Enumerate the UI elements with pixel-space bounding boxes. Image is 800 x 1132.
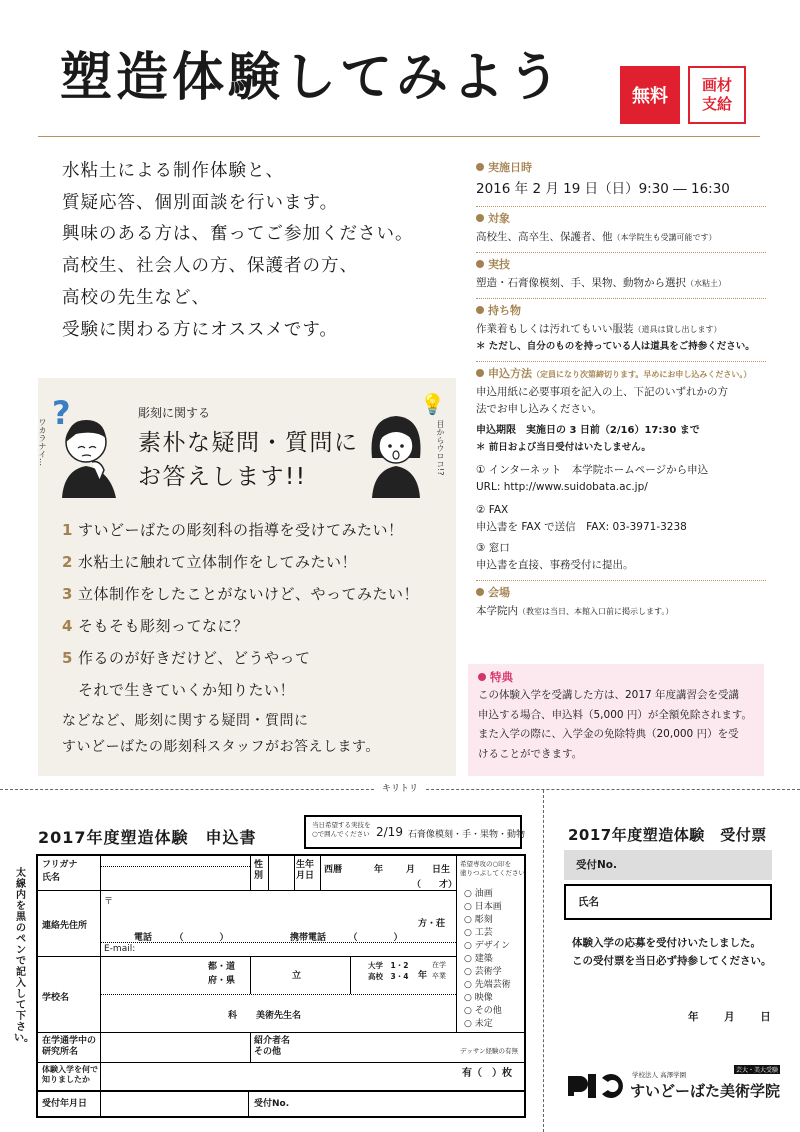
mobile-label: 携帯電話 （ ） xyxy=(290,933,403,943)
major-option[interactable]: ○ 工芸 xyxy=(464,928,493,938)
month-label: 月 xyxy=(406,865,416,875)
target-value: 高校生、高卒生、保護者、他（本学院生も受講可能です） xyxy=(476,231,717,243)
dessin-value[interactable]: 有（ ）枚 xyxy=(462,1068,512,1079)
grid-line xyxy=(38,1090,526,1092)
date-heading: 実施日時 xyxy=(476,160,766,176)
receipt-no-label: 受付No. xyxy=(254,1099,290,1109)
ticket-number-field[interactable]: 受付No. xyxy=(564,850,772,880)
method-fax: ② FAX xyxy=(476,504,509,516)
materials-badge-line2: 支給 xyxy=(701,95,732,113)
intro-line: 質疑応答、個別面談を行います。 xyxy=(62,192,339,213)
house-label: 方・荘 xyxy=(418,919,446,929)
address-label: 連絡先住所 xyxy=(42,921,88,931)
major-option[interactable]: ○ 先端芸術 xyxy=(464,980,511,990)
intro-line: 高校生、社会人の方、保護者の方、 xyxy=(62,256,358,277)
materials-badge-line1: 画材 xyxy=(701,75,732,94)
method-counter-value: 申込書を直接、事務受付に提出。 xyxy=(476,559,634,571)
intro-line: 受験に関わる方にオススメです。 xyxy=(62,319,338,340)
major-heading: 希望専攻の○印を 塗りつぶしてください xyxy=(460,860,525,877)
apply-heading: 申込方法（定員になり次第締切ります。早めにお申し込みください。） xyxy=(476,366,766,382)
perk-heading: 特典 xyxy=(468,664,764,685)
list-item: 2 水粘土に触れて立体制作をしてみたい！ xyxy=(62,553,358,571)
page-title: 塑造体験してみよう xyxy=(60,48,565,108)
worried-person-illustration xyxy=(56,408,128,498)
ticket-message: 体験入学の応募を受付けいたしました。 この受付票を当日必ず持参してください。 xyxy=(572,937,772,967)
lightbulb-icon: 💡 xyxy=(420,392,445,416)
major-option[interactable]: ○ その他 xyxy=(464,1006,502,1016)
skill-value: 塑造・石膏像模刻、手、果物、動物から選択（水粘土） xyxy=(476,277,726,289)
cut-label: キリトリ xyxy=(374,781,426,794)
date-value: 2016 年 2 月 19 日（日）9:30 ― 16:30 xyxy=(476,181,730,197)
grid-line xyxy=(100,856,101,1090)
postal-mark: 〒 xyxy=(104,897,114,907)
grid-line xyxy=(250,956,251,994)
introducer-label: 紹介者名 その他 xyxy=(254,1036,291,1057)
skill-choice-note: 当日希望する実技を ○で囲んでください xyxy=(312,821,371,838)
receipt-date-label: 受付年月日 xyxy=(42,1099,88,1109)
divider xyxy=(476,252,766,254)
ticket-name-field[interactable]: 氏名 xyxy=(564,884,772,920)
grid-line xyxy=(38,1062,526,1063)
school-label: 学校名 xyxy=(42,993,70,1003)
grid-line xyxy=(248,1090,249,1118)
list-item: 5 作るのが好きだけど、どうやって xyxy=(62,649,311,667)
perk-line: また入学の際に、入学金の免除特典（20,000 円）を受 xyxy=(478,728,739,740)
intro-line: 興味のある方は、奮ってご参加ください。 xyxy=(62,224,414,245)
bullet-icon xyxy=(476,369,484,377)
venue-value: 本学院内（教室は当日、本館入口前に掲示します。） xyxy=(476,605,674,617)
bullet-icon xyxy=(476,163,484,171)
divider xyxy=(476,580,766,582)
grid-line xyxy=(456,1032,526,1033)
list-item-continued: それで生きていくか知りたい！ xyxy=(78,681,296,699)
name-field[interactable] xyxy=(102,868,248,888)
skill-choice-date: 2/19 xyxy=(376,825,403,839)
logo-corp-name: 学校法人 高澤学園 xyxy=(632,1071,687,1079)
qa-heading-2: お答えします!! xyxy=(138,464,307,490)
question-mark-icon: ? xyxy=(52,394,71,432)
skill-choice-options[interactable]: 石膏像模刻・手・果物・動物 xyxy=(408,830,526,840)
qa-heading-1: 素朴な疑問・質問に xyxy=(138,430,359,456)
phone-label: 電話 （ ） xyxy=(134,933,229,943)
skill-choice-box[interactable] xyxy=(304,815,526,849)
intro-text xyxy=(62,156,462,346)
items-heading: 持ち物 xyxy=(476,303,766,319)
qa-caption: 彫刻に関する xyxy=(138,406,211,420)
method-url[interactable]: URL: http://www.suidobata.ac.jp/ xyxy=(476,481,648,493)
logo-mark-icon xyxy=(566,1068,628,1102)
materials-badge xyxy=(688,66,746,124)
age-label: （ 才） xyxy=(412,880,458,890)
grid-line xyxy=(320,856,321,890)
perk-line: けることができます。 xyxy=(478,747,583,760)
teacher-label: 美術先生名 xyxy=(256,1011,302,1021)
grid-line xyxy=(294,856,295,890)
event-info xyxy=(476,160,766,620)
form-side-note: 太線内を黒のペンで記入して下さい。 xyxy=(14,868,34,1044)
prefecture-label: 都・道 府・県 xyxy=(208,962,236,986)
bullet-icon xyxy=(476,306,484,314)
target-heading: 対象 xyxy=(476,211,766,227)
nen-label: 年 xyxy=(418,971,428,981)
major-option[interactable]: ○ 彫刻 xyxy=(464,915,493,925)
major-option[interactable]: ○ 日本画 xyxy=(464,902,502,912)
major-option[interactable]: ○ 芸術学 xyxy=(464,967,502,977)
bullet-icon xyxy=(476,588,484,596)
vertical-cut-line xyxy=(543,790,544,1132)
logo-tagline: 芸大・美大受験 xyxy=(736,1067,779,1074)
major-option[interactable]: ○ 油画 xyxy=(464,889,493,899)
list-item: 1 すいどーばたの彫刻科の指導を受けてみたい！ xyxy=(62,521,404,539)
email-label: E-mail: xyxy=(104,944,136,954)
method-counter: ③ 窓口 xyxy=(476,542,510,554)
sex-label: 性 別 xyxy=(254,860,264,881)
ticket-date: 年 月 日 xyxy=(688,1011,771,1023)
form-title: 2017年度塑造体験 申込書 xyxy=(38,828,257,847)
grid-line xyxy=(250,856,251,890)
grid-line xyxy=(268,856,269,890)
grid-line xyxy=(250,1032,251,1062)
intro-line: 水粘土による制作体験と、 xyxy=(62,161,284,181)
header-divider xyxy=(38,136,760,137)
skill-heading: 実技 xyxy=(476,257,766,273)
bullet-icon xyxy=(476,214,484,222)
apply-text: 申込用紙に必要事項を記入の上、下記のいずれかの方 xyxy=(476,386,728,398)
method-internet: ① インターネット 本学院ホームページから申込 xyxy=(476,464,709,476)
major-option[interactable]: ○ デザイン xyxy=(464,941,511,951)
day-label: 日生 xyxy=(432,865,451,875)
birth-label: 生年 月日 xyxy=(296,860,315,881)
school-logo xyxy=(566,1064,781,1104)
grade-label: 大学 1・2 高校 3・4 xyxy=(368,961,409,981)
venue-heading: 会場 xyxy=(476,585,766,601)
major-option[interactable]: ○ 映像 xyxy=(464,993,493,1003)
right-aside: 目からウロコ!? xyxy=(436,420,445,476)
qa-closing: などなど、彫刻に関する疑問・質問に すいどーばたの彫刻科スタッフがお答えします。 xyxy=(62,713,380,755)
year-label: 年 xyxy=(374,865,384,875)
perk-line: 申込する場合、申込料（5,000 円）が全額免除されます。 xyxy=(478,708,753,721)
application-form xyxy=(36,854,526,1118)
department-label: 科 xyxy=(228,1011,238,1021)
bullet-icon xyxy=(478,673,486,681)
free-badge: 無料 xyxy=(620,66,680,124)
items-note: ＊ ただし、自分のものを持っている人は道具をご持参ください。 xyxy=(476,341,755,352)
name-label: 氏名 xyxy=(42,873,61,883)
ticket-title: 2017年度塑造体験 受付票 xyxy=(568,826,767,844)
list-item: 4 そもそも彫刻ってなに？ xyxy=(62,617,249,635)
surprised-person-illustration xyxy=(364,408,428,498)
perk-line: この体験入学を受講した方は、2017 年度講習会を受講 xyxy=(478,689,740,701)
items-value: 作業着もしくは汚れてもいい服装（道具は貸し出します） xyxy=(476,323,722,335)
bullet-icon xyxy=(476,260,484,268)
reason-list xyxy=(62,514,452,706)
furigana-label: フリガナ xyxy=(42,860,78,870)
deadline: 申込期限 実施日の 3 日前（2/16）17:30 まで xyxy=(476,425,700,436)
left-aside: ワカラナイ… xyxy=(38,418,47,466)
divider xyxy=(476,298,766,300)
divider xyxy=(476,206,766,208)
major-option[interactable]: ○ 建築 xyxy=(464,954,493,964)
logo-school-name: すいどーばた美術学院 xyxy=(630,1082,781,1100)
grid-line xyxy=(100,866,250,867)
intro-line: 高校の先生など、 xyxy=(62,287,210,308)
list-item: 3 立体制作をしたことがないけど、やってみたい！ xyxy=(62,585,420,603)
perk-box xyxy=(468,664,764,776)
grid-line xyxy=(100,994,456,995)
grid-line xyxy=(100,1090,101,1118)
birth-era: 西暦 xyxy=(324,865,343,875)
major-option[interactable]: ○ 未定 xyxy=(464,1019,493,1029)
apply-text: 法でお申し込みください。 xyxy=(476,403,602,415)
dessin-label: デッサン経験の有無 xyxy=(460,1047,519,1055)
grid-line xyxy=(350,956,351,994)
enrollment-status: 在学 卒業 xyxy=(432,961,446,980)
research-label: 在学通学中の 研究所名 xyxy=(42,1036,97,1057)
method-fax-value: 申込書を FAX で送信 FAX: 03-3971-3238 xyxy=(476,521,687,533)
ritsu-label: 立 xyxy=(292,971,302,981)
how-heard-label: 体験入学を何で 知りましたか xyxy=(42,1065,98,1084)
divider xyxy=(476,361,766,363)
deadline-note: ＊ 前日および当日受付はいたしません。 xyxy=(476,442,651,453)
